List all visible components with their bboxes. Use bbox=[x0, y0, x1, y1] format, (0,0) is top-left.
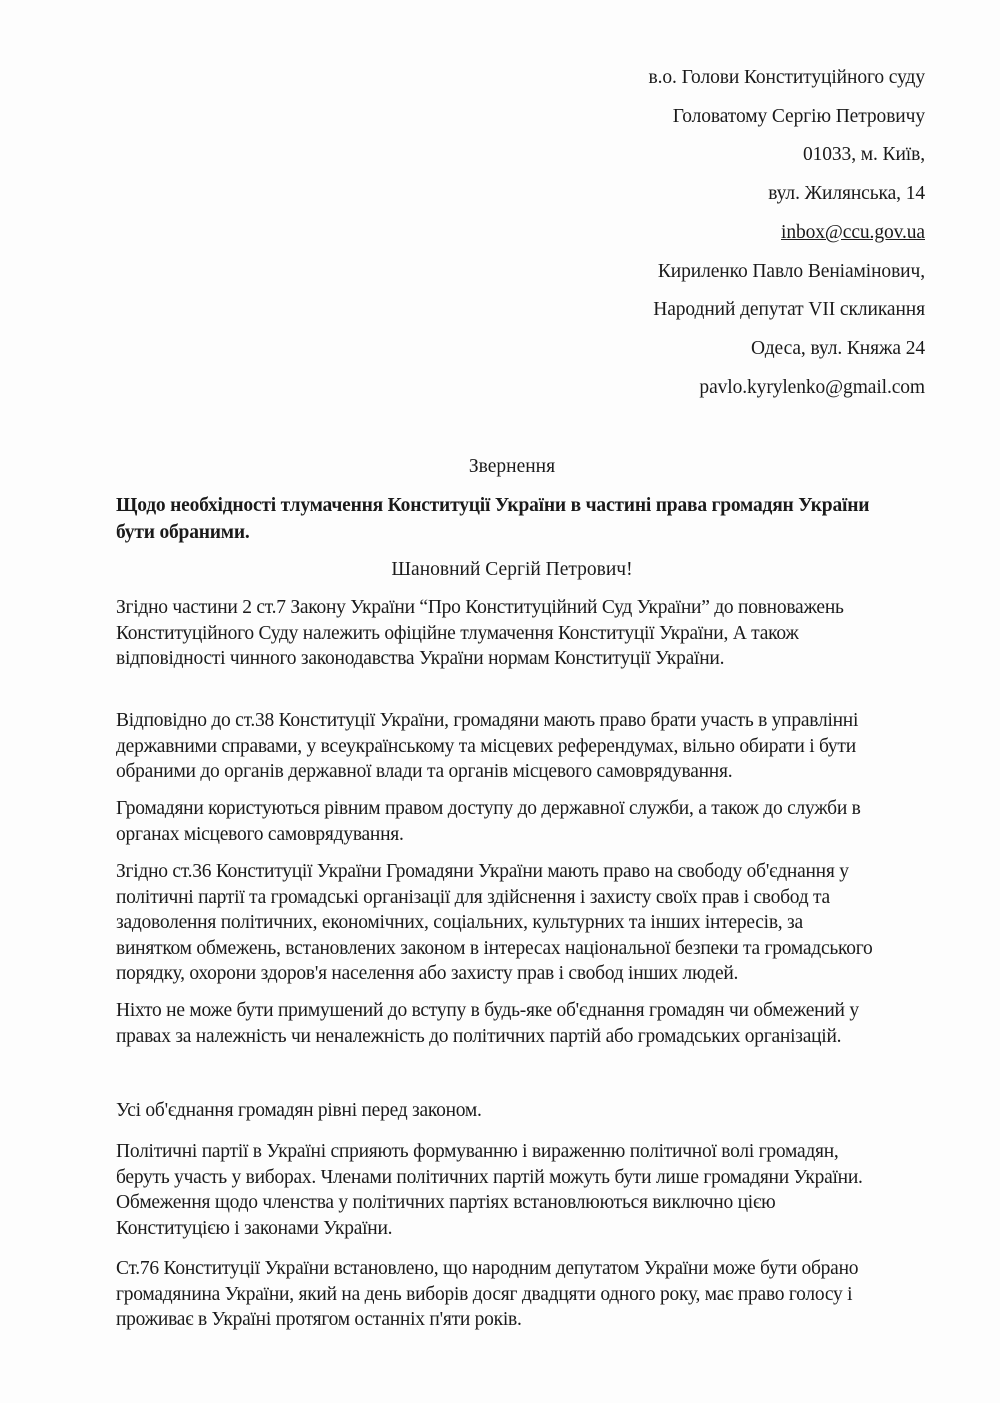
paragraph-line: порядку, охорони здоров'я населення або захисту прав і свобод інших людей. bbox=[116, 963, 739, 984]
recipient-position: в.о. Голови Конституційного суду bbox=[648, 67, 925, 88]
paragraph bbox=[116, 1098, 946, 1124]
paragraph-line: Згідно частини 2 ст.7 Закону України “Про Конституційний Суд України” до повноважень bbox=[116, 597, 844, 618]
paragraph-line: Ст.76 Конституції України встановлено, що народним депутатом України може бути обрано bbox=[116, 1258, 859, 1279]
subject-line: Щодо необхідності тлумачення Конституції України в частині права громадян України bbox=[116, 495, 870, 516]
recipient-email-link[interactable]: inbox@ccu.gov.ua bbox=[781, 222, 925, 243]
sender-title: Народний депутат VII скликання bbox=[653, 299, 925, 320]
paragraph-line: задоволення політичних, економічних, соціальних, культурних та інших інтересів, за bbox=[116, 912, 803, 933]
paragraph-line: правах за належність чи неналежність до політичних партій або громадських організацій. bbox=[116, 1025, 842, 1047]
paragraph bbox=[116, 595, 946, 672]
paragraph-line: відповідності чинного законодавства України нормам Конституції України. bbox=[116, 648, 725, 669]
paragraph-line: обраними до органів державної влади та органів місцевого самоврядування. bbox=[116, 761, 733, 782]
paragraph-line: органах місцевого самоврядування. bbox=[116, 823, 404, 845]
recipient-city: 01033, м. Київ, bbox=[802, 144, 925, 165]
salutation: Шановний Сергій Петрович! bbox=[391, 559, 633, 580]
paragraph-line: беруть участь у виборах. Членами політичних партій можуть бути лише громадяни України. bbox=[116, 1166, 863, 1188]
paragraph-line: державними справами, у всеукраїнському та місцевих референдумах, вільно обирати і бути bbox=[116, 735, 856, 757]
paragraph-line: Політичні партії в Україні сприяють формуванню і вираженню політичної волі громадян, bbox=[116, 1141, 839, 1162]
paragraph-line: Обмеження щодо членства у політичних партіях встановлюються виключно цією bbox=[116, 1192, 776, 1213]
paragraph-line: Громадяни користуються рівним правом доступу до державної служби, а також до служби в bbox=[116, 798, 861, 819]
paragraph-line: Відповідно до ст.38 Конституції України, громадяни мають право брати участь в управлінні bbox=[116, 710, 859, 731]
paragraph-line: Усі об'єднання громадян рівні перед законом. bbox=[116, 1100, 482, 1121]
paragraph bbox=[116, 998, 946, 1049]
paragraph-line: Конституцією і законами України. bbox=[116, 1217, 393, 1239]
paragraph-line: Ніхто не може бути примушений до вступу в будь-яке об'єднання громадян чи обмежений у bbox=[116, 1000, 859, 1021]
paragraph-line: Згідно ст.36 Конституції України Громадяни України мають право на свободу об'єднання у bbox=[116, 861, 849, 882]
paragraph-line: винятком обмежень, встановлених законом в інтересах національної безпеки та громадського bbox=[116, 937, 873, 959]
sender-name: Кириленко Павло Веніамінович, bbox=[657, 261, 925, 282]
paragraph-line: Конституційного Суду належить офіційне тлумачення Конституції України, А також bbox=[116, 622, 799, 644]
recipient-street: вул. Жилянська, 14 bbox=[768, 183, 925, 204]
recipient-name: Головатому Сергію Петровичу bbox=[672, 106, 925, 127]
sender-address: Одеса, вул. Княжа 24 bbox=[750, 338, 925, 359]
paragraph bbox=[116, 1139, 946, 1241]
document-subject bbox=[116, 492, 936, 546]
document-heading: Звернення bbox=[468, 456, 556, 477]
paragraph-line: громадянина України, який на день виборів досяг двадцяти одного року, має право голосу і bbox=[116, 1283, 853, 1305]
paragraph bbox=[116, 708, 946, 785]
paragraph-line: політичні партії та громадські організації для здійснення і захисту своїх прав і свобод та bbox=[116, 886, 830, 908]
sender-email: pavlo.kyrylenko@gmail.com bbox=[699, 377, 925, 398]
paragraph bbox=[116, 1256, 946, 1333]
subject-line: бути обраними. bbox=[116, 522, 250, 543]
paragraph-line: проживає в Україні протягом останніх п'яти років. bbox=[116, 1309, 522, 1330]
paragraph bbox=[116, 796, 946, 847]
paragraph bbox=[116, 859, 946, 987]
